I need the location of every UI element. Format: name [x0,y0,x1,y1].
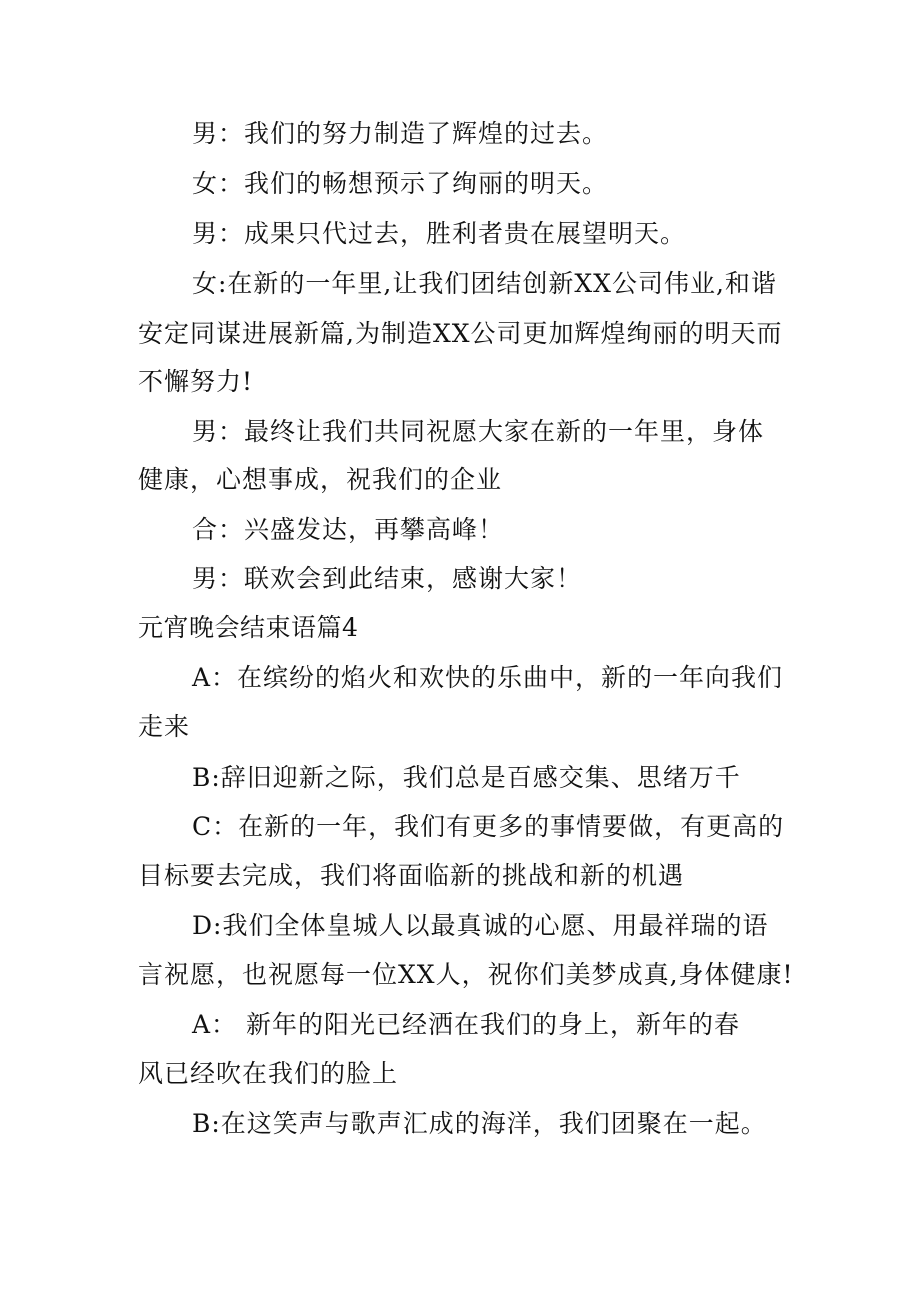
paragraph-line: 男：我们的努力制造了辉煌的过去。 [192,119,609,148]
paragraph-line: 安定同谋进展新篇,为制造XX公司更加辉煌绚丽的明天而 [138,319,783,348]
paragraph-line: 男：最终让我们共同祝愿大家在新的一年里，身体 [192,417,765,446]
paragraph-line: 男：成果只代过去，胜利者贵在展望明天。 [192,219,687,248]
paragraph-line: 言祝愿，也祝愿每一位XX人，祝你们美梦成真,身体健康! [138,960,794,989]
paragraph-line: D:我们全体皇城人以最真诚的心愿、用最祥瑞的语 [192,911,769,940]
paragraph-line: B:辞旧迎新之际，我们总是百感交集、思绪万千 [192,763,741,792]
paragraph-line: 风已经吹在我们的脸上 [138,1059,399,1088]
paragraph-line: 男：联欢会到此结束，感谢大家！ [192,564,583,593]
paragraph-line: 目标要去完成，我们将面临新的挑战和新的机遇 [138,861,685,890]
section-heading: 元宵晚会结束语篇4 [138,613,359,642]
paragraph-line: B:在这笑声与歌声汇成的海洋，我们团聚在一起。 [192,1109,767,1138]
paragraph-line: 女：我们的畅想预示了绚丽的明天。 [192,169,609,198]
paragraph-line: 合：兴盛发达，再攀高峰！ [192,515,505,544]
paragraph-line: 女:在新的一年里,让我们团结创新XX公司伟业,和谐 [192,269,777,298]
paragraph-line: 健康，心想事成，祝我们的企业 [138,465,503,494]
paragraph-line: 不懈努力! [138,367,254,396]
paragraph-line: C：在新的一年，我们有更多的事情要做，有更高的 [192,812,785,841]
paragraph-line: 走来 [138,712,191,741]
paragraph-line: A：在缤纷的焰火和欢快的乐曲中，新的一年向我们 [192,663,784,692]
paragraph-line: A： 新年的阳光已经洒在我们的身上，新年的春 [192,1010,741,1039]
